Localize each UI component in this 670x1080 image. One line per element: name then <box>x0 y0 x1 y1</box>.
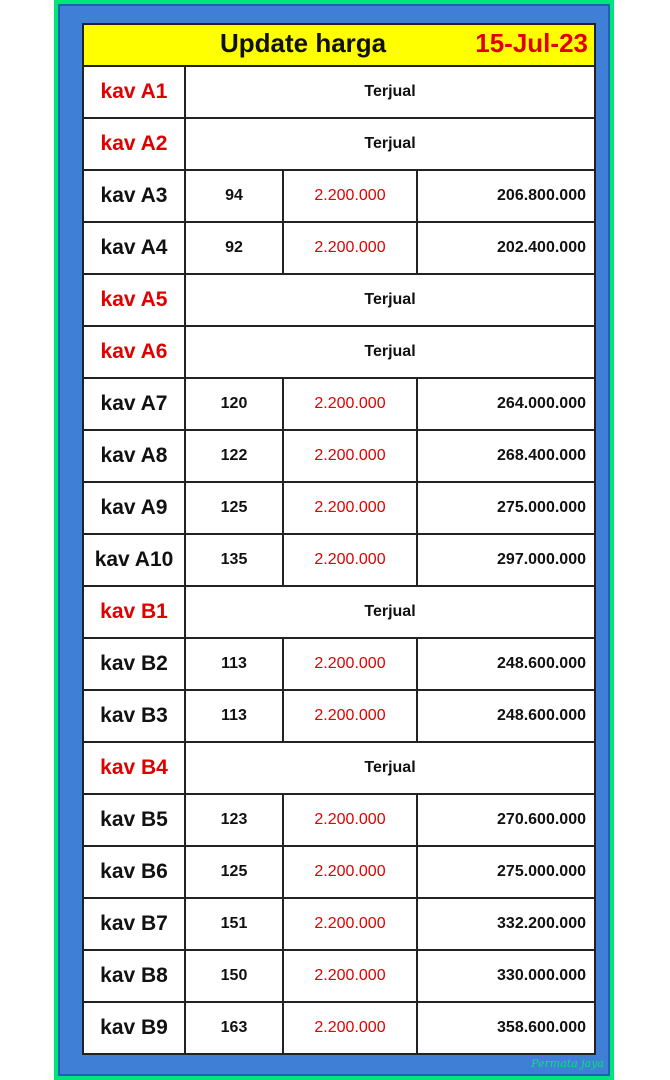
plot-name: kav A8 <box>84 431 186 481</box>
plot-name: kav A5 <box>84 275 186 325</box>
table-row <box>84 899 594 951</box>
table-row <box>84 431 594 483</box>
total-price: 275.000.000 <box>497 499 586 516</box>
price-per-meter: 2.200.000 <box>284 899 418 949</box>
table-row <box>84 379 594 431</box>
table-row <box>84 951 594 1003</box>
plot-name: kav A7 <box>84 379 186 429</box>
outer-frame <box>54 0 614 1080</box>
table-row <box>84 691 594 743</box>
plot-area: 113 <box>186 639 284 689</box>
blue-panel <box>58 4 610 1076</box>
sold-status: Terjual <box>364 135 416 152</box>
plot-area: 94 <box>186 171 284 221</box>
table-body <box>84 67 594 1053</box>
table-row <box>84 275 594 327</box>
total-price: 206.800.000 <box>497 187 586 204</box>
plot-name: kav B2 <box>84 639 186 689</box>
plot-name: kav A9 <box>84 483 186 533</box>
page-title: Update harga <box>220 28 387 58</box>
plot-area: 125 <box>186 483 284 533</box>
price-per-meter: 2.200.000 <box>284 483 418 533</box>
price-per-meter: 2.200.000 <box>284 171 418 221</box>
plot-area: 113 <box>186 691 284 741</box>
table-row <box>84 223 594 275</box>
plot-name: kav B6 <box>84 847 186 897</box>
sold-status: Terjual <box>364 83 416 100</box>
plot-name: kav B3 <box>84 691 186 741</box>
plot-area: 120 <box>186 379 284 429</box>
table-row <box>84 67 594 119</box>
plot-name: kav B4 <box>84 743 186 793</box>
total-price: 268.400.000 <box>497 447 586 464</box>
plot-name: kav B8 <box>84 951 186 1001</box>
sold-status: Terjual <box>364 343 416 360</box>
plot-area: 92 <box>186 223 284 273</box>
total-price: 202.400.000 <box>497 239 586 256</box>
price-per-meter: 2.200.000 <box>284 951 418 1001</box>
price-per-meter: 2.200.000 <box>284 223 418 273</box>
plot-area: 122 <box>186 431 284 481</box>
total-price: 270.600.000 <box>497 811 586 828</box>
sold-status: Terjual <box>364 603 416 620</box>
table-row <box>84 535 594 587</box>
plot-name: kav A4 <box>84 223 186 273</box>
table-row <box>84 795 594 847</box>
price-per-meter: 2.200.000 <box>284 639 418 689</box>
plot-name: kav B5 <box>84 795 186 845</box>
plot-name: kav B1 <box>84 587 186 637</box>
sold-status: Terjual <box>364 759 416 776</box>
plot-name: kav B7 <box>84 899 186 949</box>
price-per-meter: 2.200.000 <box>284 847 418 897</box>
table-row <box>84 327 594 379</box>
plot-area: 163 <box>186 1003 284 1053</box>
table-row <box>84 171 594 223</box>
table-row <box>84 119 594 171</box>
plot-area: 135 <box>186 535 284 585</box>
price-per-meter: 2.200.000 <box>284 431 418 481</box>
table-row <box>84 639 594 691</box>
total-price: 248.600.000 <box>497 655 586 672</box>
total-price: 248.600.000 <box>497 707 586 724</box>
price-per-meter: 2.200.000 <box>284 379 418 429</box>
plot-name: kav A10 <box>84 535 186 585</box>
table-row <box>84 587 594 639</box>
plot-area: 123 <box>186 795 284 845</box>
watermark: Permata jaya <box>531 1057 604 1070</box>
plot-name: kav B9 <box>84 1003 186 1053</box>
total-price: 330.000.000 <box>497 967 586 984</box>
total-price: 297.000.000 <box>497 551 586 568</box>
total-price: 264.000.000 <box>497 395 586 412</box>
plot-area: 151 <box>186 899 284 949</box>
plot-name: kav A2 <box>84 119 186 169</box>
table-row <box>84 847 594 899</box>
plot-name: kav A6 <box>84 327 186 377</box>
table-header <box>84 25 594 67</box>
table-row <box>84 1003 594 1053</box>
update-date: 15-Jul-23 <box>475 28 588 58</box>
total-price: 358.600.000 <box>497 1019 586 1036</box>
total-price: 332.200.000 <box>497 915 586 932</box>
sold-status: Terjual <box>364 291 416 308</box>
price-table <box>82 23 596 1055</box>
price-per-meter: 2.200.000 <box>284 691 418 741</box>
plot-name: kav A3 <box>84 171 186 221</box>
plot-name: kav A1 <box>84 67 186 117</box>
plot-area: 125 <box>186 847 284 897</box>
price-per-meter: 2.200.000 <box>284 1003 418 1053</box>
total-price: 275.000.000 <box>497 863 586 880</box>
price-per-meter: 2.200.000 <box>284 795 418 845</box>
table-row <box>84 483 594 535</box>
price-per-meter: 2.200.000 <box>284 535 418 585</box>
table-row <box>84 743 594 795</box>
plot-area: 150 <box>186 951 284 1001</box>
